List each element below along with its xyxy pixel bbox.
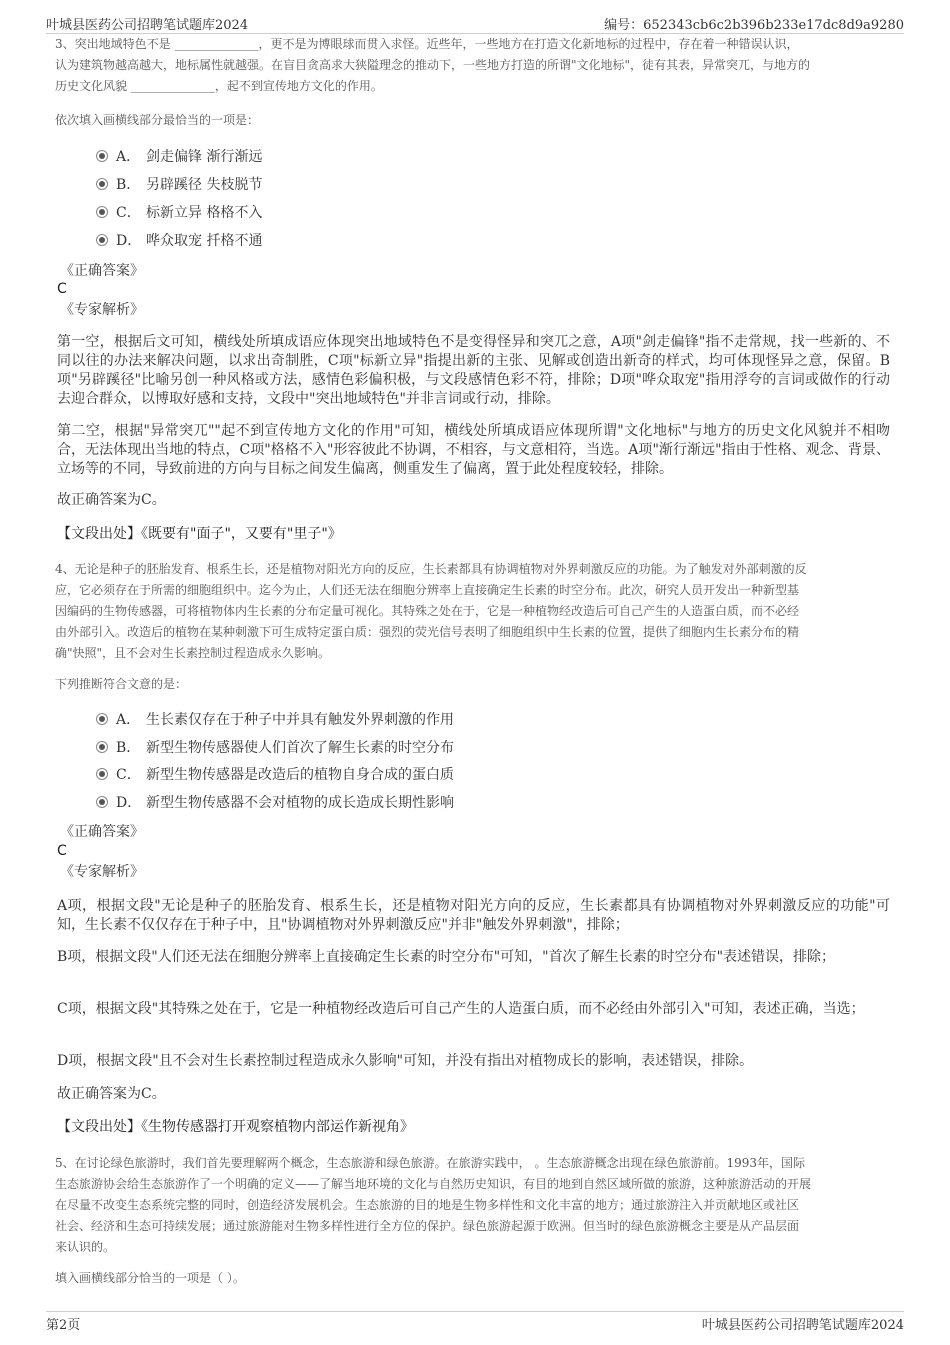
source-tag: 【文段出处】 — [57, 1119, 141, 1135]
question-4-line: 应，它必须存在于所需的细胞组织中。迄今为止，人们还无法在细胞分辨率上直接确定生长素的时空分布。此次，研究人员开发出一种新型基 — [55, 583, 800, 597]
question-3-option-d[interactable]: D． 哗众取宠 扦格不通 — [96, 229, 262, 253]
question-3-text — [55, 34, 898, 97]
footer-title: 叶城县医药公司招聘笔试题库2024 — [701, 1318, 904, 1333]
question-4-analysis-a: A项，根据文段"无论是种子的胚胎发育、根系生长，还是植物对阳光方向的反应，生长素都具有协调植物对外界刺激反应的功能"可知，生长素不仅仅存在于种子中，且"协调植物对外界刺激反应"并非"触发外界刺激"，排除； — [57, 898, 890, 933]
question-3-line: 认为建筑物越高越大，地标属性就越强。在盲目贪高求大狭隘理念的推动下，一些地方打造的所谓"文化地标"，徒有其表，异常突兀，与地方的 — [55, 58, 811, 72]
question-5-line: 5、在讨论绿色旅游时，我们首先要理解两个概念，生态旅游和绿色旅游。在旅游实践中， 。生态旅游概念出现在绿色旅游前。1993年，国际 — [55, 1156, 805, 1170]
question-4-conclusion: 故正确答案为C。 — [57, 1086, 166, 1102]
radio-icon[interactable] — [96, 206, 108, 218]
question-3-analysis-para1: 第一空，根据后文可知，横线处所填成语应体现突出地域特色不是变得怪异和突兀之意，A项"剑走偏锋"指不走常规，找一些新的、不同以往的办法来解决问题，以求出奇制胜，C项"标新立异"指提出新的主张、见解或创造出新奇的样式，均可体现怪异之意，保留。B项"另辟蹊径"比喻另创一种风格或方法，感情色彩偏积极，与文段感情色彩不符，排除；D项"哗众取宠"指用浮夸的言词或做作的行动去迎合群众，以博取好感和支持，文段中"突出地域特色"并非言词或行动，排除。 — [57, 334, 890, 407]
question-4-prompt: 下列推断符合文意的是： — [55, 677, 188, 691]
question-3-answer-label: 《正确答案》 — [60, 263, 144, 279]
radio-icon[interactable] — [96, 796, 108, 808]
radio-icon[interactable] — [96, 713, 108, 725]
question-3-line: 历史文化风貌 ______________，起不到宣传地方文化的作用。 — [55, 79, 383, 93]
radio-icon[interactable] — [96, 178, 108, 190]
footer-divider — [46, 1311, 904, 1312]
question-4-text — [55, 559, 898, 664]
question-3-line: 3、突出地域特色不是 ______________，更不是为博眼球而贯入求怪。近些年，一些地方在打造文化新地标的过程中，存在着一种错误认识， — [55, 37, 799, 51]
page-footer — [46, 1314, 904, 1334]
radio-icon[interactable] — [96, 234, 108, 246]
question-4-analysis-c: C项，根据文段"其特殊之处在于，它是一种植物经改造后可自己产生的人造蛋白质，而不必经由外部引入"可知，表述正确，当选； — [57, 1001, 865, 1017]
question-4-option-d[interactable]: D． 新型生物传感器不会对植物的成长造成长期性影响 — [96, 791, 454, 815]
radio-icon[interactable] — [96, 150, 108, 162]
question-4-answer: C — [57, 843, 67, 859]
question-4-analysis-label: 《专家解析》 — [60, 864, 144, 880]
question-5-line: 生态旅游协会给生态旅游作了一个明确的定义——了解当地环境的文化与自然历史知识，有目的地到自然区域所做的旅游，这种旅游活动的开展 — [55, 1177, 812, 1191]
page-number: 第2页 — [46, 1318, 81, 1333]
question-4-analysis-b: B项，根据文段"人们还无法在细胞分辨率上直接确定生长素的时空分布"可知，"首次了解生长素的时空分布"表述错误，排除； — [57, 949, 836, 965]
question-3-source — [57, 524, 342, 544]
question-3-analysis-para2: 第二空，根据"异常突兀""起不到宣传地方文化的作用"可知，横线处所填成语应体现所谓"文化地标"与地方的历史文化风貌并不相吻合，无法体现出当地的特点，C项"格格不入"形容彼此不协调，不相容，与文意相符，当选。A项"渐行渐远"指由于性格、观念、背景、立场等的不同，导致前进的方向与目标之间发生偏离，侧重发生了偏离，置于此处程度较轻，排除。 — [57, 423, 890, 477]
question-4-line: 因编码的生物传感器，可将植物体内生长素的分布定量可视化。其特殊之处在于，它是一种植物经改造后可自己产生的人造蛋白质，而不必经 — [55, 604, 800, 618]
question-5-line: 来认识的。 — [55, 1240, 116, 1254]
question-4-option-b[interactable]: B． 新型生物传感器使人们首次了解生长素的时空分布 — [96, 736, 454, 760]
radio-icon[interactable] — [96, 768, 108, 780]
question-3-option-b[interactable]: B． 另辟蹊径 失枝脱节 — [96, 173, 262, 197]
question-5-prompt: 填入画横线部分恰当的一项是（ ）。 — [55, 1271, 245, 1285]
question-3-answer: C — [57, 281, 67, 297]
question-5-line: 社会、经济和生态可持续发展；通过旅游能对生物多样性进行全方位的保护。绿色旅游起源于欧洲。但当时的绿色旅游概念主要是从产品层面 — [55, 1219, 800, 1233]
radio-icon[interactable] — [96, 741, 108, 753]
question-5-text — [55, 1153, 898, 1258]
question-4-line: 由外部引入。改造后的植物在某种刺激下可生成特定蛋白质：强烈的荧光信号表明了细胞组织中生长素的位置，提供了细胞内生长素分布的精 — [55, 625, 800, 639]
question-4-option-c[interactable]: C． 新型生物传感器是改造后的植物自身合成的蛋白质 — [96, 763, 454, 787]
source-title: 《既要有"面子"，又要有"里子"》 — [141, 526, 342, 542]
question-4-source — [57, 1117, 414, 1137]
header-serial: 编号：652343cb6c2b396b233e17dc8d9a9280 — [604, 18, 904, 33]
question-4-answer-label: 《正确答案》 — [60, 824, 144, 840]
question-3-conclusion: 故正确答案为C。 — [57, 492, 166, 508]
question-4-option-a[interactable]: A． 生长素仅存在于种子中并具有触发外界刺激的作用 — [96, 708, 454, 732]
question-4-line: 确"快照"，且不会对生长素控制过程造成永久影响。 — [55, 646, 331, 660]
question-4-line: 4、无论是种子的胚胎发育、根系生长，还是植物对阳光方向的反应，生长素都具有协调植物对外界刺激反应的功能。为了触发对外部刺激的反 — [55, 562, 807, 576]
source-tag: 【文段出处】 — [57, 526, 141, 542]
header-title: 叶城县医药公司招聘笔试题库2024 — [46, 18, 249, 33]
question-5-line: 在尽量不改变生态系统完整的同时，创造经济发展机会。生态旅游的目的地是生物多样性和文化丰富的地方；通过旅游注入并贡献地区或社区 — [55, 1198, 800, 1212]
question-3-prompt: 依次填入画横线部分最恰当的一项是： — [55, 113, 260, 127]
question-4-analysis-d: D项，根据文段"且不会对生长素控制过程造成永久影响"可知，并没有指出对植物成长的影响，表述错误，排除。 — [57, 1053, 754, 1069]
question-3-option-c[interactable]: C． 标新立异 格格不入 — [96, 201, 262, 225]
source-title: 《生物传感器打开观察植物内部运作新视角》 — [141, 1119, 414, 1135]
question-3-analysis-label: 《专家解析》 — [60, 302, 144, 318]
question-3-option-a[interactable]: A． 剑走偏锋 渐行渐远 — [96, 145, 262, 169]
page-header — [46, 14, 904, 34]
